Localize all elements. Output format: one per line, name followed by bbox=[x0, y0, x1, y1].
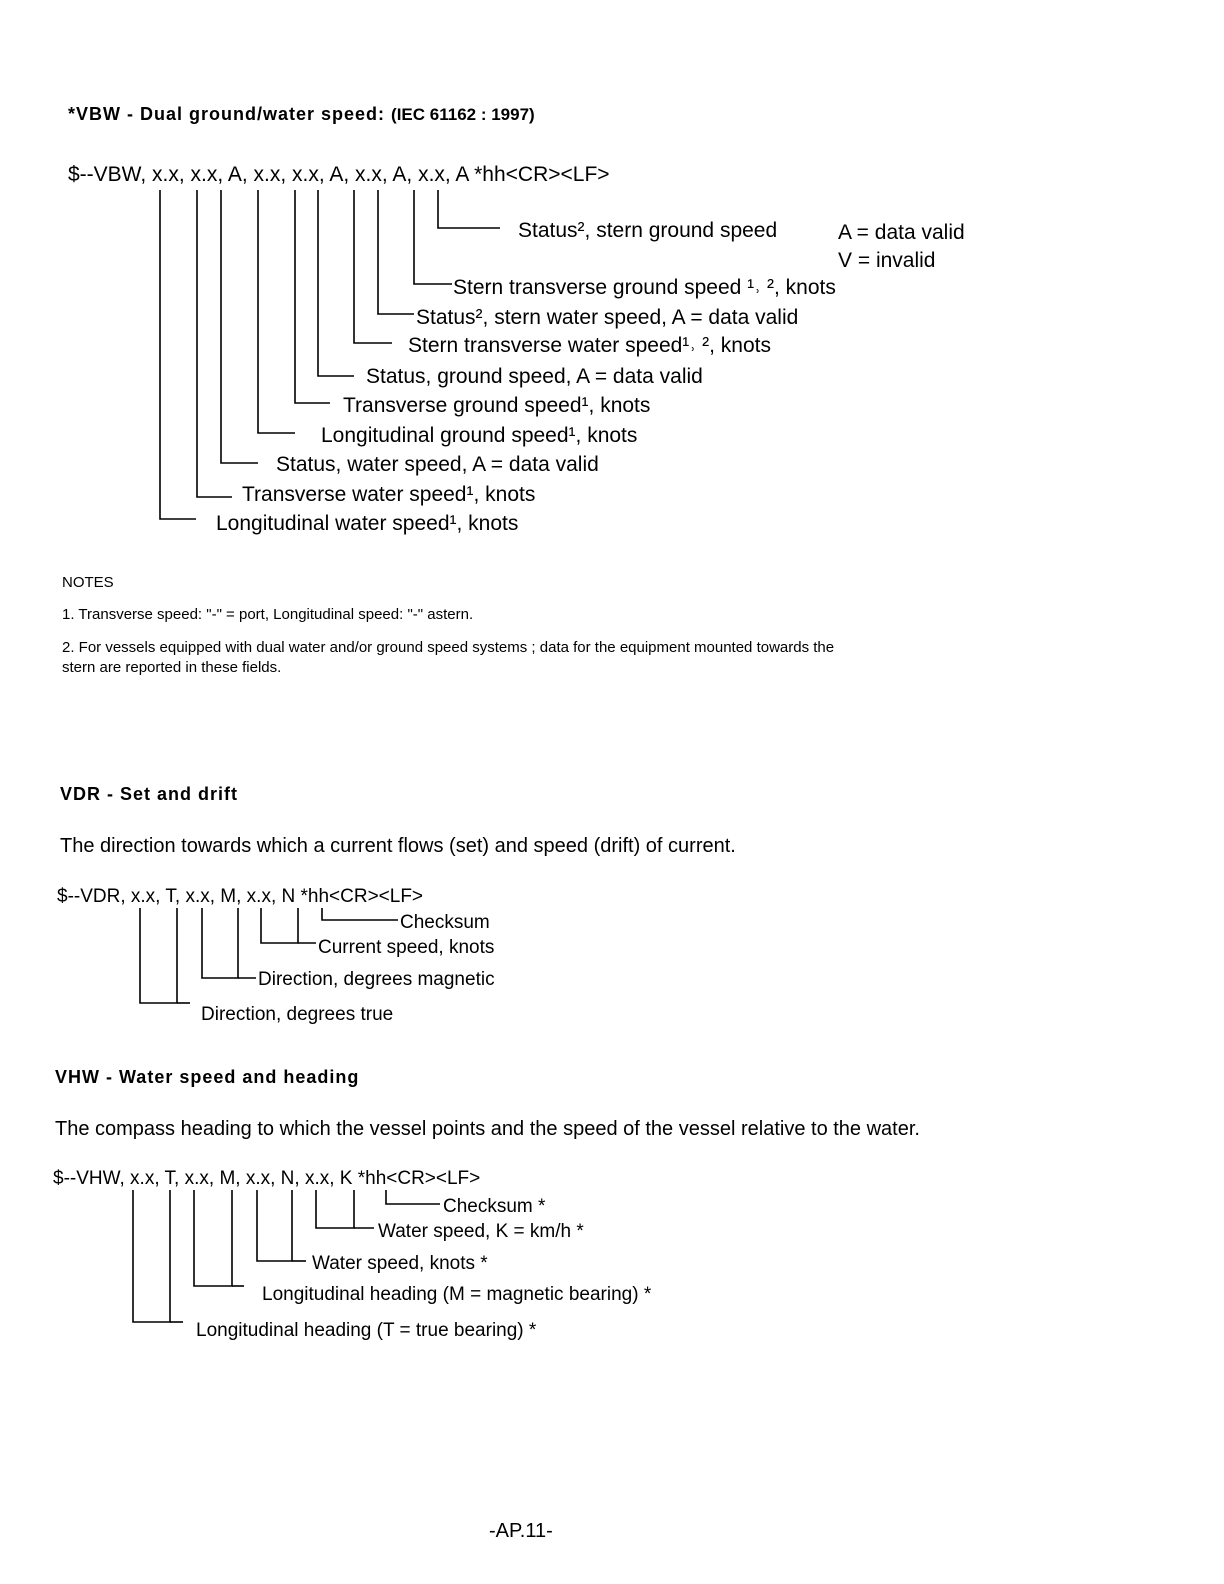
vhw-field-water-speed-knots: Water speed, knots * bbox=[312, 1253, 488, 1274]
vbw-status-valid: A = data valid bbox=[838, 221, 965, 244]
vbw-standard-ref: (IEC 61162 : 1997) bbox=[391, 105, 535, 124]
vdr-field-checksum: Checksum bbox=[400, 912, 490, 933]
vhw-sentence-format: $--VHW, x.x, T, x.x, M, x.x, N, x.x, K *hh<CR><LF> bbox=[53, 1168, 481, 1189]
leader-vhw-knots-bracket bbox=[257, 1190, 292, 1261]
vbw-heading-title: *VBW - Dual ground/water speed: bbox=[68, 104, 386, 124]
page-number: -AP.11- bbox=[489, 1520, 553, 1542]
leader-vhw-checksum bbox=[386, 1190, 440, 1204]
vdr-heading: VDR - Set and drift bbox=[60, 784, 239, 804]
vhw-field-water-speed-kmh: Water speed, K = km/h * bbox=[378, 1221, 584, 1242]
vhw-field-heading-true: Longitudinal heading (T = true bearing) * bbox=[196, 1320, 537, 1341]
notes-title: NOTES bbox=[62, 574, 114, 591]
vdr-sentence-format: $--VDR, x.x, T, x.x, M, x.x, N *hh<CR><LF> bbox=[57, 886, 424, 907]
vbw-field-stern-transverse-water-speed: Stern transverse water speed¹˒ ², knots bbox=[408, 334, 771, 357]
vbw-field-transverse-water-speed: Transverse water speed¹, knots bbox=[242, 483, 536, 506]
vdr-field-direction-magnetic: Direction, degrees magnetic bbox=[258, 969, 495, 990]
vhw-field-heading-magnetic: Longitudinal heading (M = magnetic bearing) * bbox=[262, 1284, 652, 1305]
vbw-field-longitudinal-ground-speed: Longitudinal ground speed¹, knots bbox=[321, 424, 638, 447]
vbw-field-stern-ground-status: Status², stern ground speed bbox=[518, 219, 778, 242]
vbw-status-invalid: V = invalid bbox=[838, 249, 936, 272]
vhw-description: The compass heading to which the vessel points and the speed of the vessel relative to the water. bbox=[55, 1118, 920, 1140]
vdr-field-direction-true: Direction, degrees true bbox=[201, 1004, 394, 1025]
vbw-field-transverse-ground-speed: Transverse ground speed¹, knots bbox=[343, 394, 651, 417]
vbw-field-longitudinal-water-speed: Longitudinal water speed¹, knots bbox=[216, 512, 519, 535]
note-1: 1. Transverse speed: "-" = port, Longitudinal speed: "-" astern. bbox=[62, 606, 474, 623]
leader-vhw-kmh-bracket bbox=[316, 1190, 354, 1228]
vhw-heading: VHW - Water speed and heading bbox=[55, 1067, 360, 1087]
vbw-field-stern-transverse-ground-speed: Stern transverse ground speed ¹˒ ², knots bbox=[453, 276, 836, 299]
note-2-continued: stern are reported in these fields. bbox=[62, 659, 282, 676]
vbw-sentence-format: $--VBW, x.x, x.x, A, x.x, x.x, A, x.x, A, x.x, A *hh<CR><LF> bbox=[68, 163, 610, 186]
vbw-field-stern-water-status: Status², stern water speed, A = data valid bbox=[416, 306, 799, 329]
note-2: 2. For vessels equipped with dual water and/or ground speed systems ; data for the equipment mounted towards the bbox=[62, 639, 835, 656]
vdr-description: The direction towards which a current flows (set) and speed (drift) of current. bbox=[60, 835, 736, 857]
leader-vhw-true-bracket bbox=[133, 1190, 170, 1322]
vdr-field-current-speed: Current speed, knots bbox=[318, 937, 495, 958]
vbw-field-water-status: Status, water speed, A = data valid bbox=[276, 453, 599, 476]
vbw-field-ground-status: Status, ground speed, A = data valid bbox=[366, 365, 703, 388]
leader-vhw-magnetic-bracket bbox=[194, 1190, 232, 1286]
vhw-field-checksum: Checksum * bbox=[443, 1196, 546, 1217]
